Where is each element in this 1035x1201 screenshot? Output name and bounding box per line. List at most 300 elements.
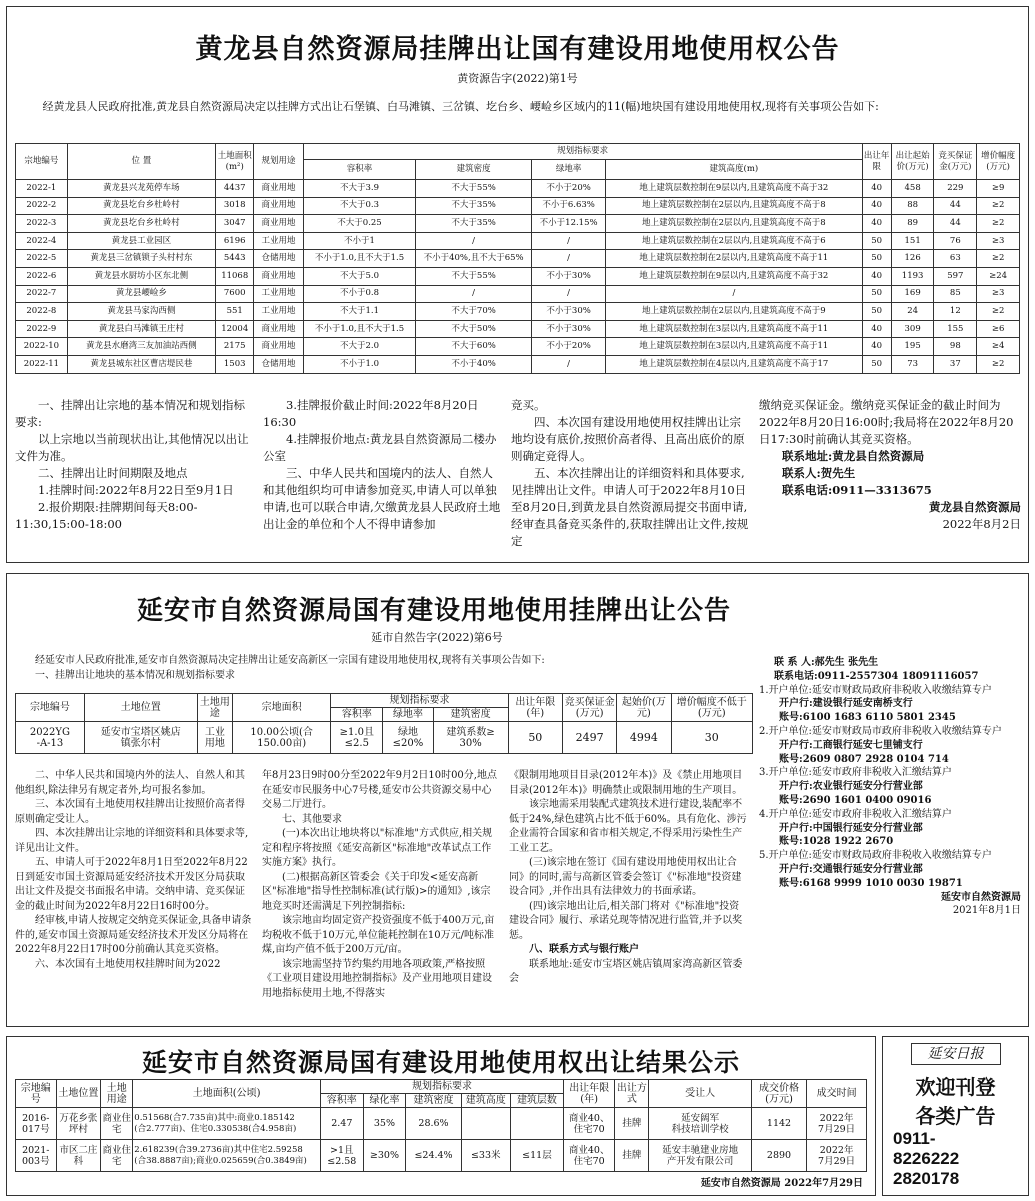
- s1-cell: 76: [934, 232, 977, 250]
- s1-cell: ≥9: [977, 180, 1020, 198]
- s1-cell: 地上建筑层数控制在4层以内,且建筑高度不高于17: [606, 355, 862, 373]
- s1-cell: ≥4: [977, 338, 1020, 356]
- s2-area-2: 150.00亩): [257, 737, 307, 749]
- s2-c4-line: 1.开户单位:延安市财政局政府非税收入收缴结算专户: [759, 684, 992, 696]
- s1-table-row: [16, 250, 1020, 268]
- s2-intro: 经延安市人民政府批准,延安市自然资源局决定挂牌出让延安高新区一宗国有建设用地使用权,现将有关事项公告如下:: [35, 655, 545, 666]
- s2-h-green: 绿地率: [383, 708, 433, 722]
- s1-cell: 98: [934, 338, 977, 356]
- s3-cell-years: [564, 1108, 615, 1140]
- s2-no-2: -A-13: [36, 737, 64, 749]
- s1-c1-2: 二、挂牌出让时间期限及地点: [38, 466, 188, 480]
- s1-cell: 黄龙县工业园区: [67, 232, 215, 250]
- s3-h-price: 成交价格(万元): [751, 1080, 806, 1108]
- s1-cell: 商业用地: [254, 197, 303, 215]
- s1-cell: /: [532, 285, 606, 303]
- s1-cell: 2022-4: [16, 232, 68, 250]
- s1-cell: 工业用地: [254, 285, 303, 303]
- s1-cell: 不大于35%: [416, 215, 532, 233]
- s1-contact-addr: 联系地址:黄龙县自然资源局: [782, 449, 925, 463]
- s2-c1-0: 二、中华人民共和国境内外的法人、自然人和其他组织,除法律另有规定者外,均可报名参加。: [15, 770, 245, 796]
- s1-cell: 不小于0.8: [303, 285, 415, 303]
- s3-cell-no: 2016-017号: [16, 1108, 57, 1140]
- s3-h-plan: 规划指标要求: [320, 1080, 563, 1094]
- s1-cell: 地上建筑层数控制在2层以内,且建筑高度不高于9: [606, 303, 862, 321]
- s1-cell: 黄龙县圪台乡杜岭村: [67, 197, 215, 215]
- s2-c3-2: (三)该宗地在签订《国有建设用地使用权出让合同》的同时,需与高新区管委会签订《"标准地"投资建设合同》,并作出具有法律效力的书面承诺。: [509, 857, 742, 897]
- s3-cell-area: [133, 1140, 321, 1172]
- s3-cell-height: ≤33米: [461, 1140, 510, 1172]
- s2-h-no: 宗地编号: [16, 694, 85, 722]
- s1-cell: 不小于20%: [532, 338, 606, 356]
- s3-cell-price: 1142: [751, 1108, 806, 1140]
- s1-cell: 黄龙县崾崄乡: [67, 285, 215, 303]
- s2-c4-line: 开户行:建设银行延安南桥支行: [779, 698, 913, 710]
- s1-col-2: [263, 397, 501, 533]
- s3-cell-floors: ≤11层: [510, 1140, 563, 1172]
- s1-cell: 37: [934, 355, 977, 373]
- s1-table-row: [16, 215, 1020, 233]
- s2-c4-line: 3.开户单位:延安市政府非税收入汇缴结算户: [759, 767, 952, 779]
- newspaper-logo: 延安日报: [911, 1043, 1001, 1065]
- s1-cell: 50: [862, 355, 891, 373]
- s1-cell: 2022-7: [16, 285, 68, 303]
- s2-c4-line: 开户行:农业银行延安分行营业部: [779, 781, 923, 793]
- s1-cell: /: [532, 355, 606, 373]
- ad-phone-1: 0911-: [893, 1129, 936, 1148]
- s1-table-row: [16, 355, 1020, 373]
- s3-h-far: 容积率: [320, 1094, 363, 1108]
- s2-h-density: 建筑密度: [433, 708, 508, 722]
- s2-row: [16, 722, 753, 754]
- s3-h-floors: 建筑层数: [510, 1094, 563, 1108]
- s3-cell-price: 2890: [751, 1140, 806, 1172]
- s3-cell-density: ≤24.4%: [406, 1140, 461, 1172]
- s1-cell: 40: [862, 180, 891, 198]
- s1-cell: 1193: [891, 267, 934, 285]
- s3-cell-loc: 市区二庄科: [56, 1140, 101, 1172]
- s1-cell: 不大于60%: [416, 338, 532, 356]
- s2-c3-4: 八、联系方式与银行账户: [529, 944, 639, 955]
- s2-c2-5: 该宗地需坚持节约集约用地各项政策,严格按照《工业项目建设用地控制指标》及产业用地项目建设用地指标使用土地,不得落实: [262, 958, 492, 999]
- s1-h-inc: 增价幅度(万元): [977, 144, 1020, 180]
- s1-cell: 3047: [216, 215, 254, 233]
- s2-h-area: 宗地面积: [233, 694, 331, 722]
- s3-cell-line: (合38.8887亩);商业0.025659(合0.3849亩): [134, 1155, 307, 1166]
- s1-cell: /: [416, 232, 532, 250]
- s3-cell-line: 延安丰驰建业房地: [662, 1144, 739, 1156]
- s1-cell: 工业用地: [254, 232, 303, 250]
- s2-c1-3: 五、申请人可于2022年8月1日至2022年8月22日到延安市国土资源局延安经济技术开发区分局获取出让文件及提交书面报名申请。交纳申请、竞买保证金的截止时间为2022年8月22日16时00分。: [15, 857, 248, 912]
- s1-cell: ≥2: [977, 303, 1020, 321]
- s3-cell-line: (合2.777亩)、住宅0.330538(合4.958亩): [134, 1123, 297, 1134]
- s1-cell: 88: [891, 197, 934, 215]
- s3-cell-far: 2.47: [320, 1108, 363, 1140]
- s1-cell: 不小于30%: [532, 320, 606, 338]
- s2-den-2: 30%: [459, 737, 482, 749]
- s1-cell: 黄龙县圪台乡杜岭村: [67, 215, 215, 233]
- s2-deposit: 2497: [562, 722, 616, 754]
- s2-date: 2021年8月1日: [952, 905, 1021, 917]
- s1-cell: 50: [862, 285, 891, 303]
- s1-cell: 不小于30%: [532, 303, 606, 321]
- s2-intro2: 一、挂牌出让地块的基本情况和规划指标要求: [35, 670, 235, 681]
- s2-h-use: 土地用途: [197, 694, 232, 722]
- s1-h-price: 出让起始价(万元): [891, 144, 934, 180]
- s1-c3-1: 四、本次国有建设用地使用权挂牌出让宗地均设有底价,按照价高者得、且高出底价的原则确定竞得人。: [511, 415, 745, 463]
- s1-cell: 地上建筑层数控制在2层以内,且建筑高度不高于6: [606, 232, 862, 250]
- s1-cell: 151: [891, 232, 934, 250]
- s2-inc: 30: [671, 722, 752, 754]
- s3-h-height: 建筑高度: [461, 1094, 510, 1108]
- s1-table-row: [16, 180, 1020, 198]
- s1-cell: 126: [891, 250, 934, 268]
- s2-c4-line: 账号:1028 1922 2670: [779, 836, 894, 848]
- s1-c1-4: 2.报价期限:挂牌期间每天8:00-11:30,15:00-18:00: [15, 500, 198, 531]
- s1-cell: 50: [862, 250, 891, 268]
- s1-table-row: [16, 267, 1020, 285]
- s1-cell: 2022-2: [16, 197, 68, 215]
- s1-h-plan: 规划指标要求: [303, 144, 862, 160]
- s2-c4-line: 2.开户单位:延安市财政局市政府非税收入收缴结算专户: [759, 725, 1002, 737]
- s1-cell: 40: [862, 338, 891, 356]
- s1-cell: 44: [934, 215, 977, 233]
- s1-cell: 169: [891, 285, 934, 303]
- s3-cell-date: [807, 1108, 867, 1140]
- s2-far-2: ≤2.5: [344, 737, 369, 749]
- s1-cell: 44: [934, 197, 977, 215]
- s3-h-green: 绿化率: [363, 1094, 406, 1108]
- s1-cell: 地上建筑层数控制在2层以内,且建筑高度不高于8: [606, 215, 862, 233]
- s1-cell: ≥3: [977, 285, 1020, 303]
- s1-cell: 2022-11: [16, 355, 68, 373]
- s3-h-mode: 出让方式: [615, 1080, 649, 1108]
- s1-cell: 50: [862, 303, 891, 321]
- s3-cell-loc: 万花乡张坪村: [56, 1108, 101, 1140]
- s1-cell: 黄龙县三岔镇锁子头村村东: [67, 250, 215, 268]
- s1-cell: 2022-6: [16, 267, 68, 285]
- s3-cell-area: [133, 1108, 321, 1140]
- s1-cell: 597: [934, 267, 977, 285]
- s1-c1-1: 以上宗地以当前现状出让,其他情况以出让文件为准。: [15, 432, 249, 463]
- s1-cell: 仓储用地: [254, 355, 303, 373]
- s1-cell: 24: [891, 303, 934, 321]
- s1-cell: 2022-9: [16, 320, 68, 338]
- s3-cell-line: 延安阔军: [681, 1112, 720, 1124]
- s1-h-far: 容积率: [303, 160, 415, 180]
- s3-cell-line: 2022年: [819, 1144, 854, 1156]
- s2-c2-1: 七、其他要求: [282, 813, 342, 825]
- yanan-result-notice: [6, 1036, 876, 1196]
- s1-cell: /: [416, 285, 532, 303]
- s3-h-no: 宗地编号: [16, 1080, 57, 1108]
- s1-cell: 不大于70%: [416, 303, 532, 321]
- s1-cell: 2022-1: [16, 180, 68, 198]
- s3-cell-use: 商业住宅: [101, 1140, 133, 1172]
- s1-cell: 商业用地: [254, 215, 303, 233]
- s3-cell-line: 住宅70: [573, 1155, 605, 1167]
- s2-h-far: 容积率: [331, 708, 383, 722]
- s3-h-use: 土地用途: [101, 1080, 133, 1108]
- s1-cell: 不小于40%,且不大于65%: [416, 250, 532, 268]
- s1-cell: 黄龙县马家沟西侧: [67, 303, 215, 321]
- s1-table-row: [16, 338, 1020, 356]
- s3-cell-years: [564, 1140, 615, 1172]
- s1-cell: 40: [862, 320, 891, 338]
- s3-cell-far: >1且≤2.58: [320, 1140, 363, 1172]
- s1-org: 黄龙县自然资源局: [929, 500, 1021, 514]
- s3-cell-line: 7月29日: [818, 1155, 856, 1167]
- s3-cell-line: 2022年: [819, 1112, 854, 1124]
- s3-cell-no: 2021-003号: [16, 1140, 57, 1172]
- s1-cell: 4437: [216, 180, 254, 198]
- s1-cell: 商业用地: [254, 180, 303, 198]
- s1-cell: 仓储用地: [254, 250, 303, 268]
- s2-c4-line: 账号:2609 0807 2928 0104 714: [779, 753, 949, 765]
- s1-cell: 3018: [216, 197, 254, 215]
- s3-table-row: [16, 1140, 867, 1172]
- s1-cell: 2022-10: [16, 338, 68, 356]
- s1-cell: ≥24: [977, 267, 1020, 285]
- s1-cell: 40: [862, 267, 891, 285]
- s1-cell: 不小于1.0,且不大于1.5: [303, 320, 415, 338]
- s1-cell: 黄龙县水厨坊小区东北侧: [67, 267, 215, 285]
- s3-cell-line: 住宅70: [573, 1123, 605, 1135]
- s1-cell: 不大于3.9: [303, 180, 415, 198]
- s1-cell: 工业用地: [254, 303, 303, 321]
- ad-phone-3: 2820178: [893, 1169, 960, 1188]
- s2-price: 4994: [617, 722, 671, 754]
- s1-table-row: [16, 320, 1020, 338]
- s1-cell: 不小于1: [303, 232, 415, 250]
- s1-cell: 40: [862, 197, 891, 215]
- s3-h-area: 土地面积(公顷): [133, 1080, 321, 1108]
- s2-c4-line: 联系电话:0911-2557304 18091116057: [774, 670, 979, 682]
- s1-cell: 不小于30%: [532, 267, 606, 285]
- s1-contact-phone: 联系电话:0911—3313675: [782, 483, 932, 497]
- s2-table: [15, 693, 753, 754]
- s1-cell: 地上建筑层数控制在2层以内,且建筑高度不高于8: [606, 197, 862, 215]
- s1-c3-0: 竞买。: [511, 398, 546, 412]
- s1-cell: 73: [891, 355, 934, 373]
- s1-h-green: 绿地率: [532, 160, 606, 180]
- s2-c2-2: (一)本次出让地块将以"标准地"方式供应,相关规定和程序将按照《延安高新区"标准地"改革试点工作实施方案》执行。: [262, 828, 493, 868]
- s1-h-height: 建筑高度(m): [606, 160, 862, 180]
- s2-far-1: ≥1.0且: [339, 726, 374, 738]
- s3-cell-mode: 挂牌: [615, 1108, 649, 1140]
- s1-cell: 商业用地: [254, 338, 303, 356]
- s1-contact-person: 联系人:贺先生: [782, 466, 856, 480]
- s1-cell: 12: [934, 303, 977, 321]
- s2-green-1: 绿地: [397, 726, 418, 738]
- s1-h-loc: 位 置: [67, 144, 215, 180]
- s2-col-1: [15, 769, 253, 972]
- s1-cell: 63: [934, 250, 977, 268]
- s3-cell-density: 28.6%: [406, 1108, 461, 1140]
- s1-cell: ≥3: [977, 232, 1020, 250]
- s1-cell: ≥6: [977, 320, 1020, 338]
- s1-h-deposit: 竞买保证金(万元): [934, 144, 977, 180]
- s3-table-row: [16, 1108, 867, 1140]
- s1-cell: 地上建筑层数控制在3层以内,且建筑高度不高于11: [606, 320, 862, 338]
- s2-h-price: 起始价(万元): [617, 694, 671, 722]
- s3-cell-line: 7月29日: [818, 1123, 856, 1135]
- s3-h-years: 出让年限(年): [564, 1080, 615, 1108]
- s3-cell-use: 商业住宅: [101, 1108, 133, 1140]
- s1-cell: 黄龙县城东社区曹店堤民巷: [67, 355, 215, 373]
- s2-c1-2: 四、本次挂牌出让宗地的详细资料和具体要求等,详见出让文件。: [15, 828, 249, 854]
- s3-cell-line: 产开发有限公司: [666, 1155, 734, 1167]
- s1-c3-2: 五、本次挂牌出让的详细资料和具体要求,见挂牌出让文件。申请人可于2022年8月10日至8月20日,到黄龙县自然资源局提交书面申请,经审查具备竞买条件的,获取挂牌出让文件,按规定: [511, 466, 749, 548]
- s1-cell: 155: [934, 320, 977, 338]
- s2-col-4: [759, 656, 1021, 918]
- s1-cell: 309: [891, 320, 934, 338]
- s2-c2-4: 该宗地亩均固定资产投资强度不低于400万元,亩均税收不低于10万元,单位能耗控制在10万元/吨标准煤,亩均产值不低于200万元/亩。: [262, 915, 495, 955]
- s1-cell: 不大于55%: [416, 180, 532, 198]
- s3-h-density: 建筑密度: [406, 1094, 461, 1108]
- s3-footer: 延安市自然资源局 2022年7月29日: [700, 1178, 863, 1189]
- s1-cell: 地上建筑层数控制在9层以内,且建筑高度不高于32: [606, 267, 862, 285]
- s1-cell: 2175: [216, 338, 254, 356]
- s3-cell-height: [461, 1108, 510, 1140]
- s1-cell: 不大于50%: [416, 320, 532, 338]
- s1-cell: 2022-3: [16, 215, 68, 233]
- s2-title: 延安市自然资源局国有建设用地使用挂牌出让公告: [137, 596, 732, 626]
- s1-cell: 不小于20%: [532, 180, 606, 198]
- s1-col-3: [511, 397, 749, 550]
- s3-h-loc: 土地位置: [56, 1080, 101, 1108]
- s1-col-1: [15, 397, 253, 533]
- s2-c4-line: 账号:6100 1683 6110 5801 2345: [779, 712, 956, 724]
- s1-table-row: [16, 285, 1020, 303]
- s1-cell: 不大于0.3: [303, 197, 415, 215]
- s2-c4-line: 4.开户单位:延安市政府非税收入汇缴结算户: [759, 808, 952, 820]
- s2-c4-line: 5.开户单位:延安市财政局政府非税收入收缴结算专户: [759, 850, 992, 862]
- s2-years: 50: [508, 722, 562, 754]
- s2-org: 延安市自然资源局: [941, 891, 1021, 903]
- s1-intro: 经黄龙县人民政府批准,黄龙县自然资源局决定以挂牌方式出让石堡镇、白马滩镇、三岔镇、圪台乡、崾崄乡区域内的11(幅)地块国有建设用地使用权,现将有关事项公告如下:: [42, 100, 879, 113]
- s2-c1-4: 经审核,申请人按规定交纳竞买保证金,具备申请条件的,延安市国土资源局延安经济技术开发区分局将在 2022年8月22日17时00分前确认其竞买资格。: [15, 915, 252, 955]
- ad-line-2: 各类广告: [915, 1104, 996, 1128]
- s1-cell: 不大于5.0: [303, 267, 415, 285]
- s2-c4-line: 账号:2690 1601 0400 09016: [779, 794, 932, 806]
- s1-cell: 1503: [216, 355, 254, 373]
- s2-h-years: 出让年限(年): [508, 694, 562, 722]
- s2-c1-1: 三、本次国有土地使用权挂牌出让按照价高者得原则确定受让人。: [15, 799, 245, 825]
- s1-date: 2022年8月2日: [942, 517, 1021, 531]
- s1-h-years: 出让年限: [862, 144, 891, 180]
- ad-phone-2: 8226222: [893, 1149, 960, 1168]
- s1-cell: 551: [216, 303, 254, 321]
- s2-use-2: 用地: [204, 737, 225, 749]
- s1-cell: 不小于6.63%: [532, 197, 606, 215]
- s1-c2-0: 3.挂牌报价截止时间:2022年8月20日16:30: [263, 398, 479, 429]
- s1-cell: 黄龙县水磨湾三友加油站西侧: [67, 338, 215, 356]
- s1-cell: 2022-8: [16, 303, 68, 321]
- s2-c3-1: 该宗地需采用装配式建筑技术进行建设,装配率不低于24%,绿色建筑占比不低于60%。具有危化、涉污企业需符合国家和省市相关规定,不得采用污染性生产工业工艺。: [509, 799, 747, 854]
- s2-col-3: [509, 769, 747, 987]
- s1-cell: 商业用地: [254, 267, 303, 285]
- s2-c4-line: 联 系 人:郝先生 张先生: [774, 657, 879, 668]
- s1-table-row: [16, 232, 1020, 250]
- s3-cell-line: 商业40、: [568, 1144, 610, 1156]
- yanan-listing-notice: [6, 573, 1029, 1027]
- s2-green-2: ≤20%: [392, 737, 424, 749]
- s1-cell: 不小于40%: [416, 355, 532, 373]
- s1-cell: 85: [934, 285, 977, 303]
- s3-cell-floors: [510, 1108, 563, 1140]
- s2-c4-line: 账号:6168 9999 1010 0030 19871: [779, 877, 963, 889]
- s1-cell: 不大于1.1: [303, 303, 415, 321]
- s2-c4-line: 开户行:中国银行延安分行营业部: [779, 822, 923, 834]
- s1-cell: 不大于35%: [416, 197, 532, 215]
- s1-cell: 7600: [216, 285, 254, 303]
- s2-use-1: 工业: [204, 726, 225, 738]
- s3-cell-green: ≥30%: [363, 1140, 406, 1172]
- s2-h-deposit: 竞买保证金(万元): [562, 694, 616, 722]
- s2-c3-3: (四)该宗地出让后,相关部门将对《"标准地"投资建设合同》履行、承诺兑现等情况进行监管,并予以奖惩。: [509, 900, 743, 941]
- s1-cell: 黄龙县兴龙苑停车场: [67, 180, 215, 198]
- s1-cell: 458: [891, 180, 934, 198]
- s2-c4-line: 开户行:交通银行延安分行营业部: [779, 863, 923, 875]
- s3-cell-mode: 挂牌: [615, 1140, 649, 1172]
- s1-doc-no: 黄资源告字(2022)第1号: [457, 72, 578, 85]
- s2-loc-2: 镇张尔村: [120, 737, 161, 749]
- s1-table-row: [16, 303, 1020, 321]
- s1-cell: 不大于55%: [416, 267, 532, 285]
- s1-cell: 5443: [216, 250, 254, 268]
- s1-cell: 89: [891, 215, 934, 233]
- s2-c2-3: (二)根据高新区管委会《关于印发<延安高新区"标准地"指导性控制标准(试行版)>的通知》,该宗地竞买时还需满足下列控制指标:: [262, 871, 491, 912]
- s1-cell: 黄龙县白马滩镇王庄村: [67, 320, 215, 338]
- s1-c4-0: 缴纳竞买保证金。缴纳竞买保证金的截止时间为2022年8月20日16:00时;我局将在2022年8月20日17:30时前确认其竞买资格。: [759, 398, 1014, 446]
- s3-title: 延安市自然资源局国有建设用地使用权出让结果公示: [141, 1048, 740, 1077]
- s2-h-inc: 增价幅度不低于(万元): [671, 694, 752, 722]
- s1-h-no: 宗地编号: [16, 144, 68, 180]
- s1-h-density: 建筑密度: [416, 160, 532, 180]
- s1-c2-1: 4.挂牌报价地点:黄龙县自然资源局二楼办公室: [263, 432, 497, 463]
- s1-cell: /: [532, 250, 606, 268]
- s2-den-1: 建筑系数≥: [446, 726, 495, 738]
- s1-cell: 195: [891, 338, 934, 356]
- s3-cell-line: 商业40、: [568, 1112, 610, 1124]
- s1-cell: 50: [862, 232, 891, 250]
- s1-cell: 商业用地: [254, 320, 303, 338]
- s2-c4-line: 开户行:工商银行延安七里铺支行: [779, 739, 923, 751]
- s3-cell-winner: [649, 1108, 751, 1140]
- s3-cell-winner: [649, 1140, 751, 1172]
- s3-cell-line: 科技培训学校: [671, 1123, 729, 1135]
- s1-cell: 2022-5: [16, 250, 68, 268]
- s1-col-4: [759, 397, 1021, 533]
- s1-table-row: [16, 197, 1020, 215]
- s1-cell: 229: [934, 180, 977, 198]
- s1-cell: ≥2: [977, 197, 1020, 215]
- s1-c2-2: 三、中华人民共和国境内的法人、自然人和其他组织均可申请参加竞买,申请人可以单独申请,也可以联合申请,欠缴黄龙县人民政府土地出让金的单位和个人不得申请参加: [263, 466, 501, 531]
- s3-h-winner: 受让人: [649, 1080, 751, 1108]
- s1-cell: 11068: [216, 267, 254, 285]
- ad-box: [882, 1036, 1029, 1196]
- s2-c3-5: 联系地址:延安市宝塔区姚店镇周家湾高新区管委会: [509, 958, 743, 984]
- s1-cell: 不大于0.25: [303, 215, 415, 233]
- s3-cell-line: 0.51568(合7.735亩)其中:商业0.185142: [134, 1112, 295, 1123]
- s1-c1-3: 1.挂牌时间:2022年8月22日至9月1日: [38, 483, 234, 497]
- s2-doc-no: 延市自然告字(2022)第6号: [371, 631, 503, 644]
- s3-cell-line: 2.618239(合39.2736亩)其中住宅2.59258: [134, 1144, 303, 1155]
- s1-title: 黄龙县自然资源局挂牌出让国有建设用地使用权公告: [195, 34, 840, 65]
- s2-loc-1: 延安市宝塔区姚店: [100, 726, 181, 738]
- s1-table: [15, 143, 1020, 374]
